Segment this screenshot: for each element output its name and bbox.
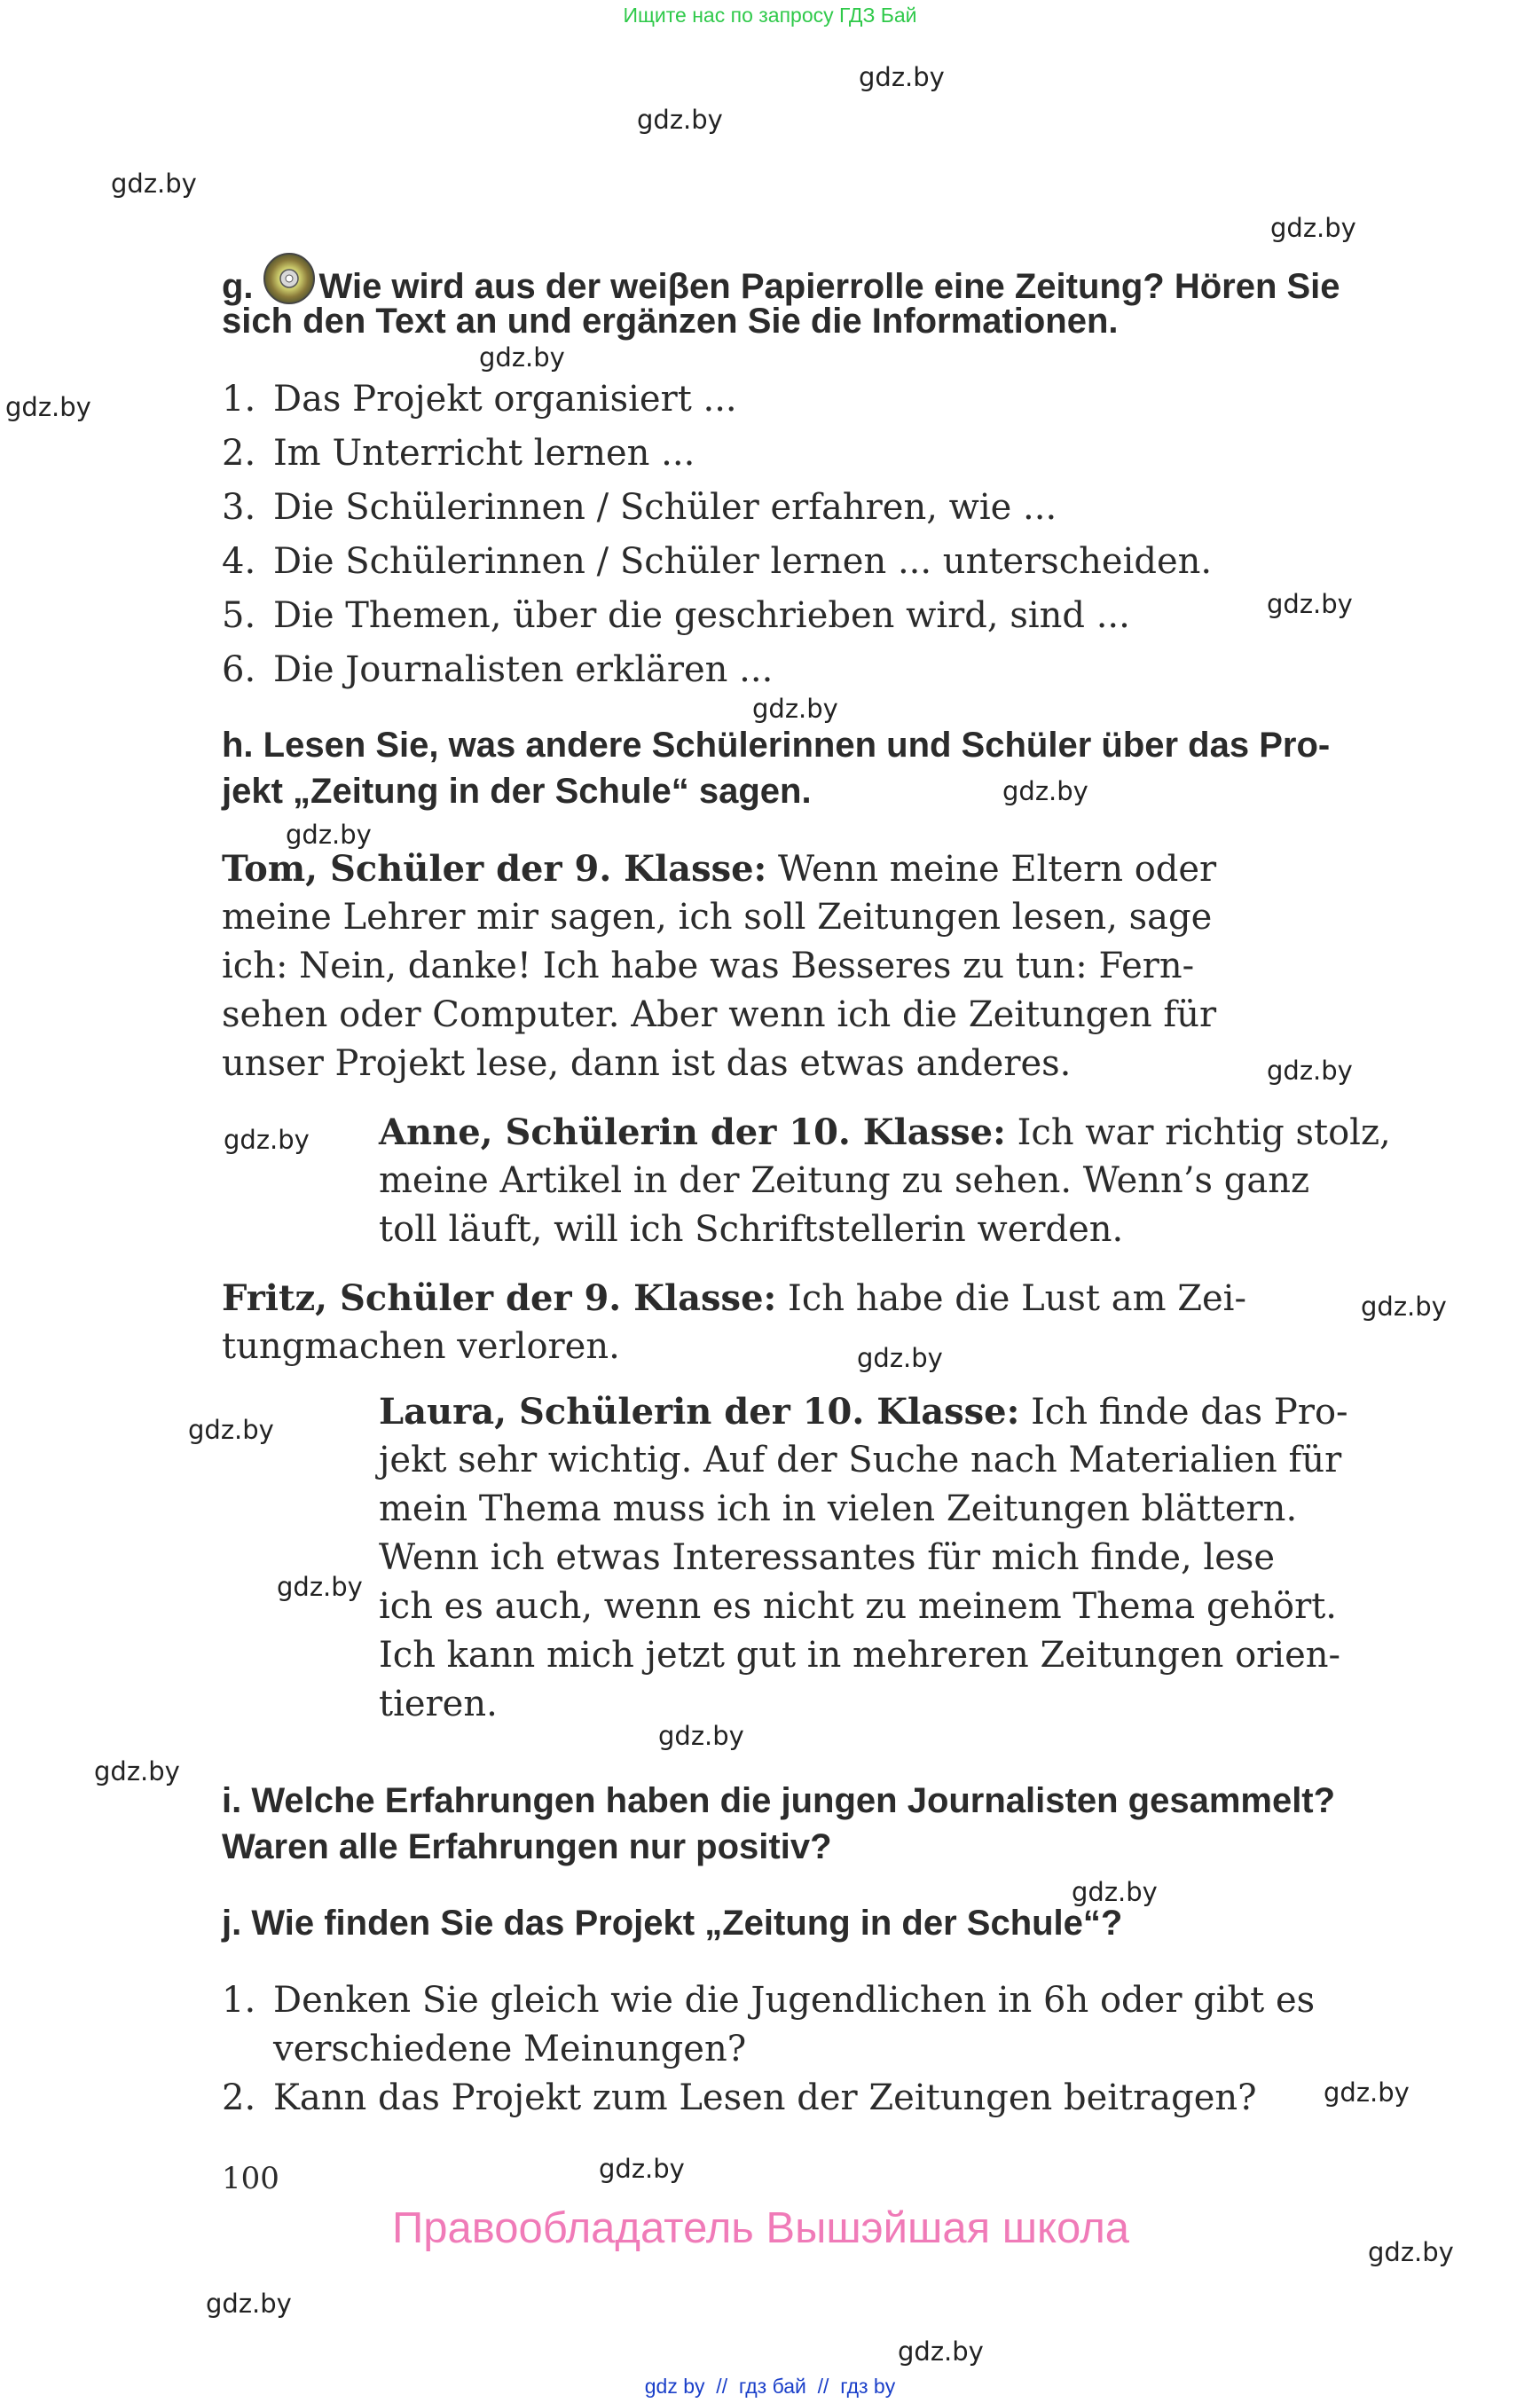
quote-tom-speaker: Tom, Schüler der 9. Klasse: — [222, 848, 767, 890]
quote-laura-line: jekt sehr wichtig. Auf der Suche nach Materialien für — [379, 1440, 1342, 1480]
quote-laura-line: Laura, Schülerin der 10. Klasse: Ich finde das Pro- — [379, 1391, 1348, 1433]
quote-laura-line: tieren. — [379, 1684, 498, 1724]
watermark: gdz.by — [1368, 2237, 1454, 2267]
watermark: gdz.by — [94, 1756, 180, 1787]
watermark: gdz.by — [857, 1343, 943, 1373]
list-item: 2. Im Unterricht lernen ... — [222, 433, 695, 474]
task-g-letter: g. — [222, 267, 254, 306]
watermark: gdz.by — [1072, 1877, 1158, 1907]
task-i-line1: i. Welche Erfahrungen haben die jungen Journalisten gesammelt? — [222, 1781, 1336, 1820]
watermark: gdz.by — [479, 342, 565, 373]
watermark: gdz.by — [752, 694, 838, 724]
quote-fritz-speaker: Fritz, Schüler der 9. Klasse: — [222, 1277, 777, 1319]
quote-tom-line: meine Lehrer mir sagen, ich soll Zeitungen lesen, sage — [222, 897, 1213, 938]
quote-tom-line: sehen oder Computer. Aber wenn ich die Zeitungen für — [222, 994, 1217, 1035]
watermark: gdz.by — [1270, 213, 1356, 243]
top-banner[interactable]: Ищите нас по запросу ГДЗ Бай — [623, 4, 917, 27]
quote-anne-speaker: Anne, Schülerin der 10. Klasse: — [379, 1111, 1006, 1153]
watermark: gdz.by — [1361, 1292, 1447, 1322]
task-j-title: j. Wie finden Sie das Projekt „Zeitung in der Schule“? — [222, 1904, 1123, 1943]
quote-tom-line: Tom, Schüler der 9. Klasse: Wenn meine Eltern oder — [222, 848, 1217, 890]
quote-laura-line: mein Thema muss ich in vielen Zeitungen blättern. — [379, 1488, 1298, 1529]
list-item: 2. Kann das Projekt zum Lesen der Zeitungen beitragen? — [222, 2077, 1257, 2118]
quote-fritz-line: tungmachen verloren. — [222, 1326, 620, 1367]
watermark: gdz.by — [206, 2289, 292, 2319]
list-item-continuation: verschiedene Meinungen? — [273, 2029, 747, 2069]
task-i-line2: Waren alle Erfahrungen nur positiv? — [222, 1827, 832, 1866]
quote-anne-line: Anne, Schülerin der 10. Klasse: Ich war richtig stolz, — [379, 1111, 1391, 1153]
watermark: gdz.by — [277, 1572, 363, 1602]
watermark: gdz.by — [188, 1415, 274, 1445]
task-g-line1: Wie wird aus der weiβen Papierrolle eine Zeitung? Hören Sie — [318, 267, 1340, 306]
watermark: gdz.by — [5, 392, 91, 422]
task-h-line2: jekt „Zeitung in der Schule“ sagen. — [222, 772, 812, 811]
watermark: gdz.by — [599, 2154, 685, 2184]
list-item: 1. Das Projekt organisiert ... — [222, 379, 737, 420]
quote-laura-line: Ich kann mich jetzt gut in mehreren Zeitungen orien- — [379, 1635, 1341, 1676]
page-number: 100 — [222, 2161, 279, 2196]
watermark: gdz.by — [286, 820, 372, 850]
bottom-links[interactable]: gdz by // гдз бай // гдз by — [644, 2375, 896, 2398]
task-g-line2: sich den Text an und ergänzen Sie die Informationen. — [222, 302, 1119, 341]
list-item: 3. Die Schülerinnen / Schüler erfahren, wie ... — [222, 487, 1057, 528]
watermark: gdz.by — [1267, 589, 1353, 619]
quote-fritz-line: Fritz, Schüler der 9. Klasse: Ich habe die Lust am Zei- — [222, 1277, 1246, 1319]
quote-tom-line: ich: Nein, danke! Ich habe was Besseres zu tun: Fern- — [222, 946, 1195, 986]
quote-laura-line: ich es auch, wenn es nicht zu meinem Thema gehört. — [379, 1586, 1338, 1627]
watermark: gdz.by — [1324, 2077, 1410, 2108]
list-item: 4. Die Schülerinnen / Schüler lernen ... unterscheiden. — [222, 541, 1213, 582]
quote-laura-line: Wenn ich etwas Interessantes für mich finde, lese — [379, 1537, 1276, 1578]
watermark: gdz.by — [1002, 776, 1088, 806]
list-item: 6. Die Journalisten erklären ... — [222, 649, 774, 690]
watermark: gdz.by — [1267, 1056, 1353, 1086]
quote-tom-line: unser Projekt lese, dann ist das etwas anderes. — [222, 1043, 1072, 1084]
watermark: gdz.by — [898, 2336, 984, 2367]
watermark: gdz.by — [224, 1125, 310, 1155]
task-h-line1: h. Lesen Sie, was andere Schülerinnen und Schüler über das Pro- — [222, 726, 1331, 765]
quote-laura-speaker: Laura, Schülerin der 10. Klasse: — [379, 1391, 1020, 1433]
list-item: 1. Denken Sie gleich wie die Jugendlichen in 6h oder gibt es — [222, 1980, 1316, 2021]
watermark: gdz.by — [111, 169, 197, 199]
watermark: gdz.by — [859, 62, 945, 92]
watermark: gdz.by — [637, 105, 723, 135]
quote-anne-line: toll läuft, will ich Schriftstellerin werden. — [379, 1209, 1124, 1250]
copyright-notice: Правообладатель Вышэйшая школа — [392, 2204, 1130, 2252]
list-item: 5. Die Themen, über die geschrieben wird, sind ... — [222, 595, 1130, 636]
quote-anne-line: meine Artikel in der Zeitung zu sehen. Wenn’s ganz — [379, 1160, 1310, 1201]
watermark: gdz.by — [658, 1721, 744, 1751]
